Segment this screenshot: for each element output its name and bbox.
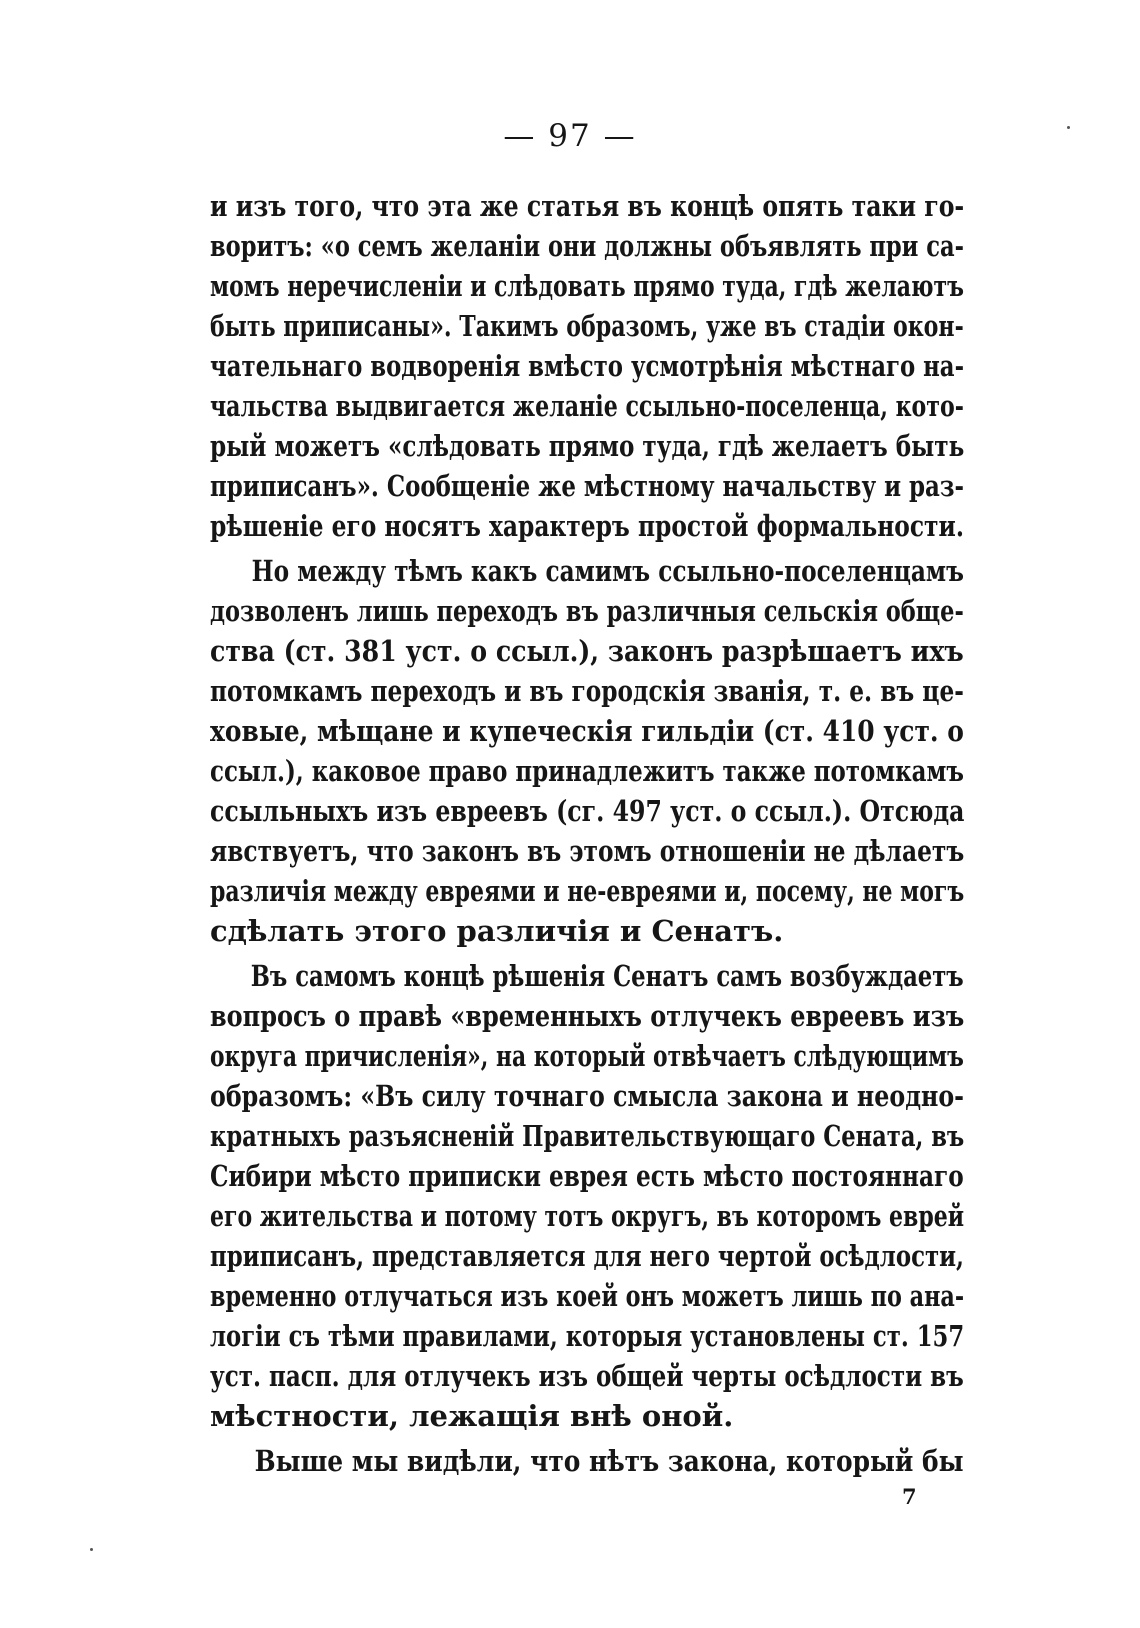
text-line: и изъ того, что эта же статья въ концѣ опять таки го-: [210, 189, 965, 223]
text-line: Въ самомъ концѣ рѣшенія Сенатъ самъ возбуждаетъ: [250, 959, 964, 993]
document-body: [210, 186, 964, 1481]
text-line: округа причисленія», на который отвѣчаетъ слѣдующимъ: [210, 1039, 964, 1073]
paragraph-1: [210, 186, 964, 546]
text-line: различія между евреями и не-евреями и, посему, не могъ: [210, 874, 965, 908]
text-line: кратныхъ разъясненій Правительствующаго Сената, въ: [210, 1119, 965, 1153]
page-number-header: — 97 —: [503, 118, 637, 154]
text-line: сдѣлать этого различія и Сенатъ.: [210, 914, 784, 948]
text-line: ховые, мѣщане и купеческія гильдіи (ст. 410 уст. о: [210, 714, 964, 748]
text-line: воритъ: «о семъ желаніи они должны объявлять при са-: [210, 229, 965, 263]
text-line: вопросъ о правѣ «временныхъ отлучекъ евреевъ изъ: [210, 999, 965, 1033]
paragraph-3: [210, 956, 964, 1436]
text-line: Но между тѣмъ какъ самимъ ссыльно-поселенцамъ: [251, 554, 964, 588]
text-line: чальства выдвигается желаніе ссыльно-поселенца, кото-: [210, 389, 964, 423]
text-line: уст. пасп. для отлучекъ изъ общей черты осѣдлости въ: [210, 1359, 964, 1393]
paragraph-2: [210, 551, 964, 951]
text-line: рѣшеніе его носятъ характеръ простой формальности.: [210, 509, 964, 543]
text-line: приписанъ». Сообщеніе же мѣстному начальству и раз-: [210, 469, 964, 503]
paper-speck: [90, 1548, 93, 1551]
text-line: рый можетъ «слѣдовать прямо туда, гдѣ желаетъ быть: [210, 429, 965, 463]
text-line: его жительства и потому тотъ округъ, въ которомъ еврей: [210, 1199, 965, 1233]
text-line: быть приписаны». Такимъ образомъ, уже въ стадіи окон-: [210, 309, 964, 343]
text-line: мѣстности, лежащія внѣ оной.: [210, 1399, 734, 1433]
paper-speck: [1067, 126, 1070, 129]
text-line: ства (ст. 381 уст. о ссыл.), законъ разрѣшаетъ ихъ: [210, 634, 964, 668]
text-line: временно отлучаться изъ коей онъ можетъ лишь по ана-: [210, 1279, 965, 1313]
text-line: явствуетъ, что законъ въ этомъ отношеніи не дѣлаетъ: [210, 834, 965, 868]
text-line: Выше мы видѣли, что нѣтъ закона, который бы: [254, 1444, 964, 1478]
text-line: потомкамъ переходъ и въ городскія званія, т. е. въ це-: [210, 674, 964, 708]
text-line: дозволенъ лишь переходъ въ различныя сельскія обще-: [210, 594, 964, 628]
text-line: приписанъ, представляется для него чертой осѣдлости,: [210, 1239, 964, 1273]
text-line: момъ неречисленіи и слѣдовать прямо туда, гдѣ желаютъ: [210, 269, 964, 303]
text-line: логіи съ тѣми правилами, которыя установлены ст. 157: [210, 1319, 965, 1353]
paragraph-4: [210, 1441, 964, 1481]
text-line: ссыльныхъ изъ евреевъ (сг. 497 уст. о ссыл.). Отсюда: [210, 794, 965, 828]
text-line: Сибири мѣсто приписки еврея есть мѣсто постояннаго: [210, 1159, 964, 1193]
text-line: образомъ: «Въ силу точнаго смысла закона и неодно-: [210, 1079, 965, 1113]
text-line: чательнаго водворенія вмѣсто усмотрѣнія мѣстнаго на-: [210, 349, 965, 383]
text-line: ссыл.), каковое право принадлежитъ также потомкамъ: [210, 754, 964, 788]
signature-mark: 7: [902, 1484, 917, 1509]
